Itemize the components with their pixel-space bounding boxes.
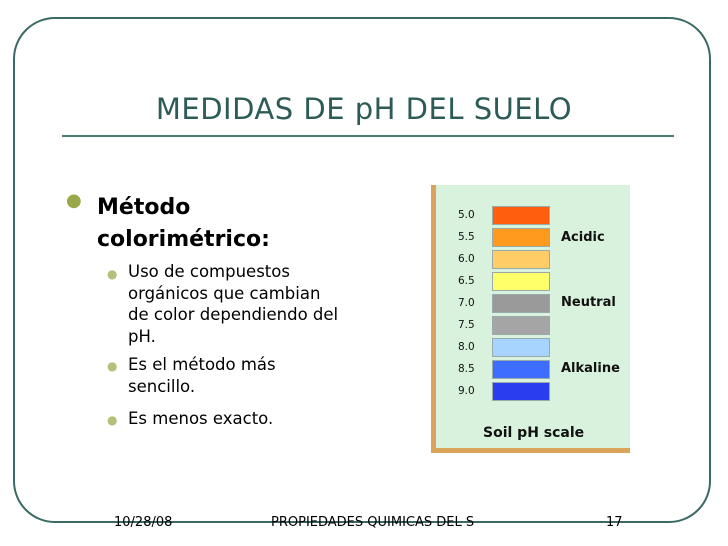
footer-page-number: 17	[606, 515, 623, 530]
ph-value-label: 6.0	[458, 253, 475, 265]
ph-color-swatch	[492, 382, 550, 401]
ph-color-swatch	[492, 206, 550, 225]
ph-value-label: 7.5	[458, 319, 475, 331]
ph-color-swatch	[492, 294, 550, 313]
ph-color-swatch	[492, 360, 550, 379]
bullet-icon: ●	[66, 190, 82, 211]
ph-color-swatch	[492, 250, 550, 269]
slide-title: MEDIDAS DE pH DEL SUELO	[155, 92, 573, 126]
ph-value-label: 5.0	[458, 209, 475, 221]
ph-value-label: 8.0	[458, 341, 475, 353]
category-label-alkaline: Alkaline	[561, 361, 620, 376]
sub-bullet-icon: ●	[107, 267, 118, 281]
footer-title: PROPIEDADES QUIMICAS DEL S	[271, 515, 475, 530]
ph-value-label: 7.0	[458, 297, 475, 309]
image-border-left	[431, 185, 436, 453]
category-label-neutral: Neutral	[561, 295, 616, 310]
chart-caption: Soil pH scale	[483, 425, 585, 441]
category-label-acidic: Acidic	[561, 230, 605, 245]
ph-value-label: 9.0	[458, 385, 475, 397]
bullet-main-text: Método colorimétrico:	[97, 195, 270, 252]
ph-value-label: 8.5	[458, 363, 475, 375]
ph-color-swatch	[492, 272, 550, 291]
sub-bullet-text-1: Uso de compuestos orgánicos que cambian de color dependiendo del pH.	[128, 262, 339, 346]
ph-color-swatch	[492, 316, 550, 335]
sub-bullet-text-3: Es menos exacto.	[128, 409, 274, 428]
image-border-bottom	[431, 448, 630, 453]
sub-bullet-icon: ●	[107, 413, 118, 427]
sub-bullet-text-2: Es el método más sencillo.	[128, 355, 276, 396]
ph-value-label: 5.5	[458, 231, 475, 243]
ph-color-swatch	[492, 228, 550, 247]
ph-color-swatch	[492, 338, 550, 357]
sub-bullet-icon: ●	[107, 359, 118, 373]
title-divider	[62, 135, 674, 137]
ph-value-label: 6.5	[458, 275, 475, 287]
footer-date: 10/28/08	[114, 515, 173, 530]
